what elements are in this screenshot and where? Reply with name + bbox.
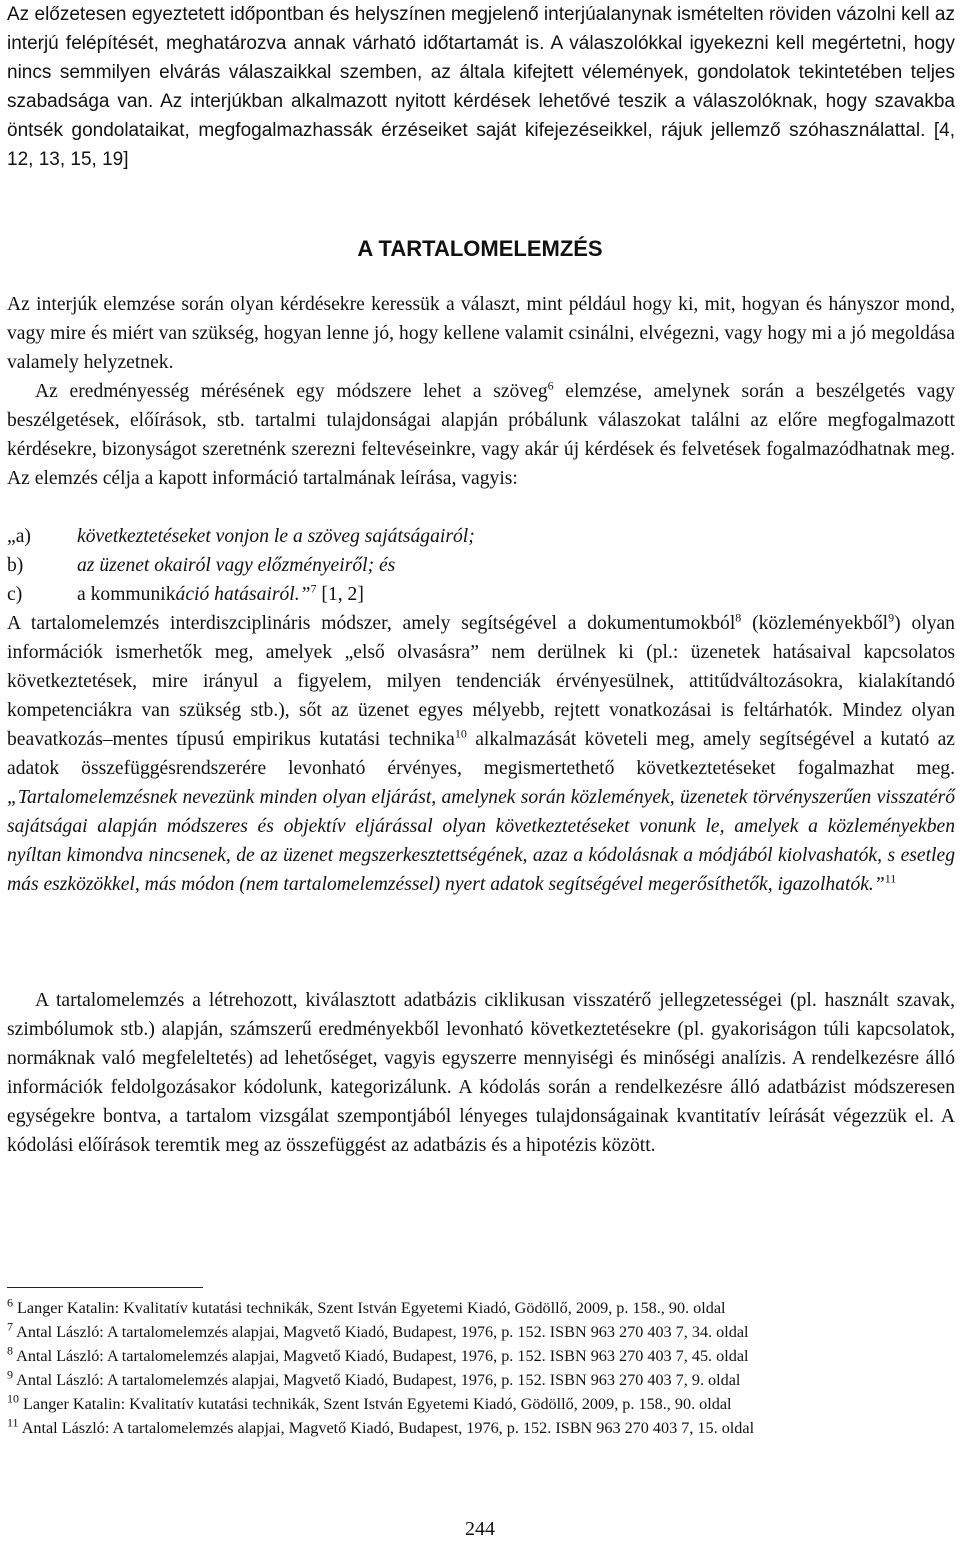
paragraph-database-coding: A tartalomelemzés a létrehozott, kiválasztott adatbázis ciklikusan visszatérő jellegzetességei (pl. használt szavak, szimbólumok stb.) alapján, számszerű eredményekből levonható következtetésekre (pl. gyakoriságon túli kapcsolatok, normáknak való megfeleltetés) ad lehetőséget, vagyis egyszerre mennyiségi és minőségi analízis. A rendelkezésre álló információk feldolgozásakor kódolunk, kategorizálunk. A kódolás során a rendelkezésre álló adatbázist módszeresen egységekre bontva, a tartalom vizsgálat szempontjából lényeges tulajdonságainak kvantitatív leírását végezzük el. A kódolási előírások teremtik meg az összefüggést az adatbázis és a hipotézis között. xyxy=(7,990,955,1156)
list-item-a: „a) következtetéseket vonjon le a szöveg sajátságairól; xyxy=(7,526,475,547)
footnote-ref-7: 7 xyxy=(310,581,317,596)
definition-quote: „Tartalomelemzésnek nevezünk minden olyan eljárást, amelynek során közlemények, üzenetek törvényszerűen visszatérő sajátságai alapján módszeres és objektív eljárással olyan következtetéseket vonunk le, amelyek a közleményekben nyíltan kimondva nincsenek, de az üzenet megszerkesztettségének, azaz a kódolásnak a módjából kiolvashatók, s esetleg más eszközökkel, más módon (nem tartalomelemzéssel) nyert adatok segítségével megerősíthetők, igazolhatók.” xyxy=(7,787,955,895)
list-item-b: b) az üzenet okairól vagy előzményeiről; és xyxy=(7,555,396,576)
footnote-10: $^{10}$ Langer Katalin: Kvalitatív kutatási technikák, Szent István Egyetemi Kiadó, Gödöllő, 2009, p. 158., 90. oldal xyxy=(7,1391,732,1413)
footnote-ref-8: 8 xyxy=(735,610,742,625)
footnote-9: $^9$ Antal László: A tartalomelemzés alapjai, Magvető Kiadó, Budapest, 1976, p. 152. ISBN 963 270 403 7, 9. oldal xyxy=(7,1367,741,1389)
footnote-ref-9: 9 xyxy=(888,610,895,625)
page-number: 244 xyxy=(465,1518,495,1540)
footnote-11: $^{11}$ Antal László: A tartalomelemzés alapjai, Magvető Kiadó, Budapest, 1976, p. 152. ISBN 963 270 403 7, 15. oldal xyxy=(7,1415,755,1437)
footnote-6: $^6$ Langer Katalin: Kvalitatív kutatási technikák, Szent István Egyetemi Kiadó, Gödöllő, 2009, p. 158., 90. oldal xyxy=(7,1295,726,1317)
footnote-ref-11: 11 xyxy=(884,871,897,886)
paragraph-interview-intro: Az előzetesen egyeztetett időpontban és helyszínen megjelenő interjúalanynak ismételten röviden vázolni kell az interjú felépítését, meghatározva annak várható időtartamát is. A válaszolókkal igyekezni kell megértetni, hogy nincs semmilyen elvárás válaszaikkal szemben, az általa kifejtett vélemények, gondolatok tekintetében teljes szabadsága van. Az interjúkban alkalmazott nyitott kérdések lehetővé teszik a válaszolóknak, hogy szavakba öntsék gondolataikat, megfogalmazhassák érzéseiket saját kifejezéseikkel, rájuk jellemző szóhasználattal. [4, 12, 13, 15, 19] xyxy=(7,4,955,170)
footnote-8: $^8$ Antal László: A tartalomelemzés alapjai, Magvető Kiadó, Budapest, 1976, p. 152. ISBN 963 270 403 7, 45. oldal xyxy=(7,1343,749,1365)
paragraph-interview-analysis: Az interjúk elemzése során olyan kérdésekre keressük a választ, mint például hogy ki, mit, hogyan és hányszor mond, vagy mire és miért van szükség, hogyan lenne jó, hogy kellene valamit csinálni, elvégezni, vagy hogy mi a jó megoldása valamely helyzetnek. xyxy=(7,294,955,373)
footnote-ref-10: 10 xyxy=(454,726,467,741)
section-heading: A TARTALOMELEMZÉS xyxy=(357,236,603,261)
footnote-divider xyxy=(7,1287,203,1288)
list-item-c: c) a kommunikáció hatásairól.”$^7$ [1, 2] xyxy=(7,581,364,605)
paragraph-effectiveness: Az eredményesség mérésének egy módszere lehet a szöveg$^6$ elemzése, amelynek során a beszélgetés vagy beszélgetések, előírások, stb. tartalmi tulajdonságai alapján próbálunk válaszokat találni az előre megfogalmazott kérdésekre, bizonyságot szeretnénk szerezni feltevéseinkre, vagy akár új kérdések és felvetések fogalmazódhatnak meg. Az elemzés célja a kapott információ tartalmának leírása, vagyis: xyxy=(7,378,955,489)
footnote-7: $^7$ Antal László: A tartalomelemzés alapjai, Magvető Kiadó, Budapest, 1976, p. 152. ISBN 963 270 403 7, 34. oldal xyxy=(7,1319,749,1341)
paragraph-content-analysis: A tartalomelemzés interdiszciplináris módszer, amely segítségével a dokumentumokból$^8$ (közleményekből$^9$) olyan információk ismerhetők meg, amelyek „első olvasásra” nem derülnek ki (pl.: üzenetek hatásaival kapcsolatos következtetések, mire irányul a figyelem, milyen tendenciák érvényesülnek, attitűdváltozásokra, kialakítandó kompetenciákra van szükség stb.), sőt az üzenet egyes mélyebb, rejtett vonatkozásai is feltárhatók. Mindez olyan beavatkozás–mentes típusú empirikus kutatási technika$^{10}$ alkalmazását követeli meg, amely segítségével a kutató az adatok összefüggésrendszerére levonható érvényes, megismertethető következtetéseket fogalmazhat meg. „Tartalomelemzésnek nevezünk minden olyan eljárást, amelynek során közlemények, üzenetek törvényszerűen visszatérő sajátságai alapján módszeres és objektív eljárással olyan következtetéseket vonunk le, amelyek a közleményekben nyíltan kimondva nincsenek, de az üzenet megszerkesztettségének, azaz a kódolásnak a módjából kiolvashatók, s esetleg más eszközökkel, más módon (nem tartalomelemzéssel) nyert adatok segítségével megerősíthetők, igazolhatók.”$^{11}$ xyxy=(7,610,955,895)
footnote-ref-6: 6 xyxy=(547,378,554,393)
